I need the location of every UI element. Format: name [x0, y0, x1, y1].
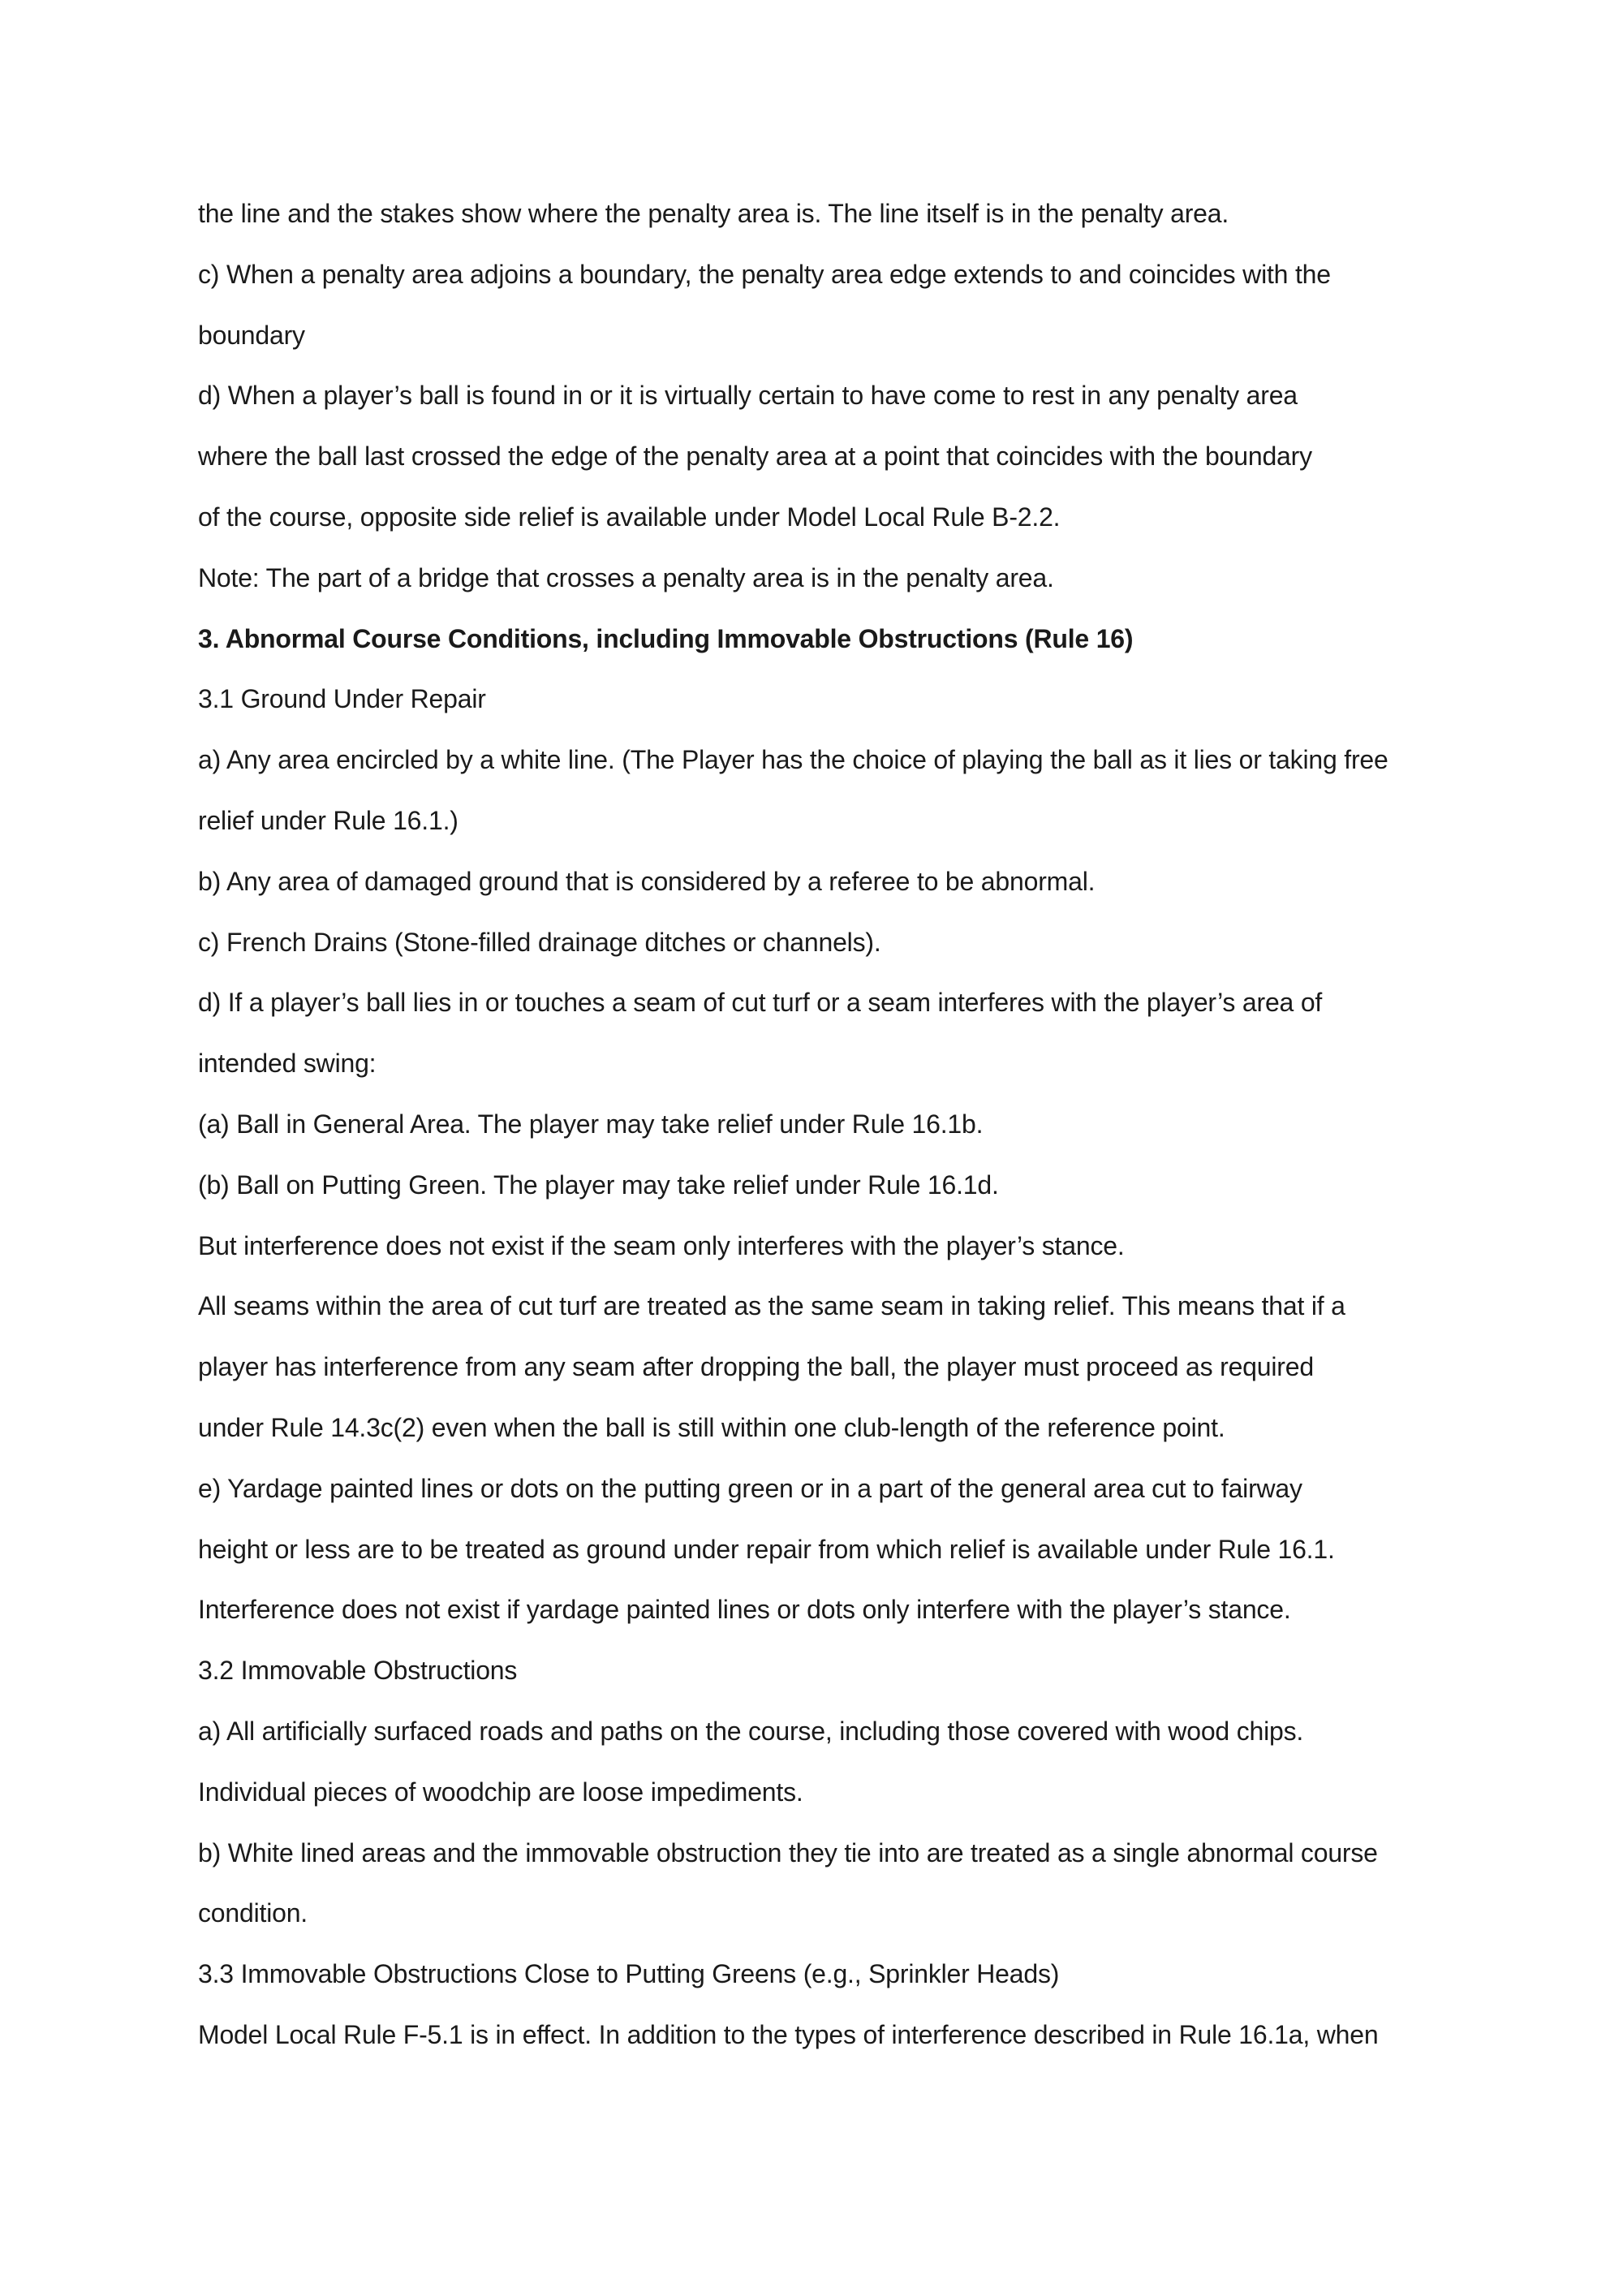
text-line: c) When a penalty area adjoins a boundary, the penalty area edge extends to and coincides with the — [198, 259, 1331, 289]
text-line: b) Any area of damaged ground that is considered by a referee to be abnormal. — [198, 866, 1096, 896]
text-line: boundary — [198, 320, 305, 350]
text-line: the line and the stakes show where the penalty area is. The line itself is in the penalty area. — [198, 199, 1229, 228]
text-line: Interference does not exist if yardage painted lines or dots only interfere with the player’s stance. — [198, 1595, 1291, 1625]
subsection-heading: 3.1 Ground Under Repair — [198, 684, 486, 714]
note-line: Note: The part of a bridge that crosses a penalty area is in the penalty area. — [198, 562, 1054, 592]
text-line: height or less are to be treated as ground under repair from which relief is available under Rule 16.1. — [198, 1534, 1335, 1564]
text-line: of the course, opposite side relief is available under Model Local Rule B-2.2. — [198, 502, 1061, 532]
text-line: d) When a player’s ball is found in or it is virtually certain to have come to rest in any penalty area — [198, 381, 1298, 411]
text-line: intended swing: — [198, 1049, 377, 1079]
text-line: c) French Drains (Stone-filled drainage ditches or channels). — [198, 927, 881, 957]
text-line: where the ball last crossed the edge of the penalty area at a point that coincides with the boundary — [198, 442, 1312, 472]
text-line: All seams within the area of cut turf are treated as the same seam in taking relief. This means that if a — [198, 1291, 1345, 1321]
text-line: under Rule 14.3c(2) even when the ball is still within one club-length of the reference point. — [198, 1412, 1225, 1442]
text-line: a) Any area encircled by a white line. (The Player has the choice of playing the ball as it lies or taking free — [198, 745, 1388, 775]
text-line: a) All artificially surfaced roads and paths on the course, including those covered with wood chips. — [198, 1716, 1304, 1746]
document-body — [198, 193, 1448, 2075]
text-line: Model Local Rule F-5.1 is in effect. In addition to the types of interference described in Rule 16.1a, when — [198, 2019, 1379, 2049]
text-line: Individual pieces of woodchip are loose impediments. — [198, 1777, 803, 1807]
subsection-heading: 3.2 Immovable Obstructions — [198, 1656, 518, 1686]
text-line: b) White lined areas and the immovable obstruction they tie into are treated as a single abnormal course — [198, 1837, 1378, 1867]
text-line: condition. — [198, 1898, 308, 1928]
text-line: relief under Rule 16.1.) — [198, 805, 458, 835]
section-heading: 3. Abnormal Course Conditions, including Immovable Obstructions (Rule 16) — [198, 623, 1134, 653]
text-line: (a) Ball in General Area. The player may take relief under Rule 16.1b. — [198, 1109, 984, 1139]
text-line: But interference does not exist if the seam only interferes with the player’s stance. — [198, 1230, 1125, 1260]
text-line: e) Yardage painted lines or dots on the putting green or in a part of the general area cut to fairway — [198, 1473, 1302, 1503]
text-line: player has interference from any seam after dropping the ball, the player must proceed as required — [198, 1352, 1314, 1382]
subsection-heading: 3.3 Immovable Obstructions Close to Putting Greens (e.g., Sprinkler Heads) — [198, 1959, 1060, 1989]
text-line: d) If a player’s ball lies in or touches a seam of cut turf or a seam interferes with the player’s area of — [198, 988, 1323, 1018]
text-line: (b) Ball on Putting Green. The player may take relief under Rule 16.1d. — [198, 1170, 999, 1200]
